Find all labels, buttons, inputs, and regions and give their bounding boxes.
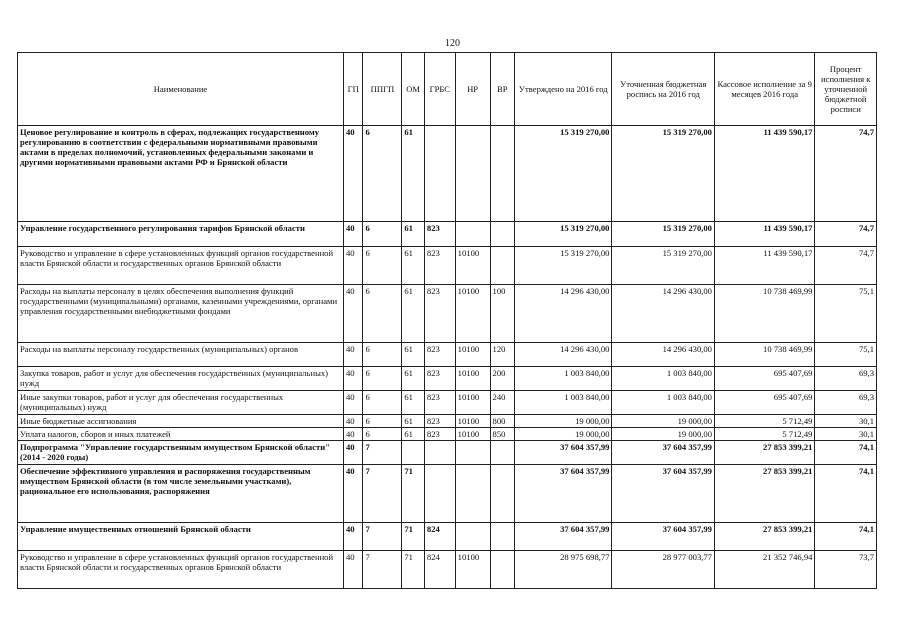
header-cash: Кассовое исполнение за 9 месяцев 2016 года [714,53,814,126]
cell-ppgp: 6 [363,428,402,441]
cell-grbs: 823 [424,343,455,367]
cell-gp: 40 [343,465,362,523]
cell-ppgp: 6 [363,415,402,428]
cell-name: Подпрограмма "Управление государственным имуществом Брянской области" (2014 - 2020 годы) [18,441,344,465]
cell-name: Ценовое регулирование и контроль в сферах, подлежащих государственному регулированию в соответствии с федеральными нормативными правовыми актами в пределах полномочий, установленных федеральными законами и другими нормативными правовыми актами РФ и Брянской области [18,126,344,222]
cell-cash: 27 853 399,21 [714,465,814,523]
cell-refined: 15 319 270,00 [612,126,715,222]
cell-grbs: 823 [424,285,455,343]
cell-refined: 28 977 003,77 [612,551,715,589]
cell-om: 61 [402,343,425,367]
cell-refined: 37 604 357,99 [612,523,715,551]
cell-om: 61 [402,247,425,285]
cell-cash: 11 439 590,17 [714,247,814,285]
cell-om: 61 [402,391,425,415]
cell-approved: 19 000,00 [515,415,612,428]
header-vr: ВР [490,53,515,126]
cell-np [455,126,490,222]
cell-om: 61 [402,415,425,428]
cell-cash: 10 738 469,99 [714,285,814,343]
cell-vr: 100 [490,285,515,343]
cell-gp: 40 [343,428,362,441]
cell-ppgp: 6 [363,126,402,222]
cell-percent: 69,3 [815,391,877,415]
cell-cash: 11 439 590,17 [714,126,814,222]
cell-name: Управление имущественных отношений Брянской области [18,523,344,551]
header-refined: Уточненная бюджетная роспись на 2016 год [612,53,715,126]
header-ppgp: ППГП [363,53,402,126]
cell-np: 10100 [455,415,490,428]
cell-ppgp: 6 [363,391,402,415]
cell-gp: 40 [343,441,362,465]
cell-percent: 74,7 [815,126,877,222]
cell-approved: 15 319 270,00 [515,247,612,285]
cell-grbs: 824 [424,523,455,551]
cell-approved: 15 319 270,00 [515,222,612,247]
cell-vr: 240 [490,391,515,415]
cell-refined: 15 319 270,00 [612,247,715,285]
header-gp: ГП [343,53,362,126]
cell-grbs: 823 [424,247,455,285]
cell-vr [490,465,515,523]
cell-approved: 14 296 430,00 [515,343,612,367]
cell-ppgp: 6 [363,285,402,343]
cell-gp: 40 [343,391,362,415]
cell-np: 10100 [455,391,490,415]
header-np: НР [455,53,490,126]
cell-ppgp: 7 [363,441,402,465]
cell-approved: 28 975 698,77 [515,551,612,589]
cell-name: Обеспечение эффективного управления и распоряжения государственным имуществом Брянской области (в том числе земельными участками), рациональное его использования, распоряжения [18,465,344,523]
cell-percent: 30,1 [815,428,877,441]
table-row [18,247,877,285]
cell-np: 10100 [455,551,490,589]
cell-grbs: 823 [424,367,455,391]
cell-grbs [424,465,455,523]
cell-percent: 74,1 [815,523,877,551]
cell-gp: 40 [343,247,362,285]
table-row [18,465,877,523]
cell-ppgp: 6 [363,367,402,391]
table-row [18,391,877,415]
cell-grbs [424,126,455,222]
table-body [18,126,877,589]
header-grbs: ГРБС [424,53,455,126]
budget-table [17,52,877,589]
cell-np: 10100 [455,343,490,367]
cell-name: Расходы на выплаты персоналу в целях обеспечения выполнения функций государственными (муниципальными) органами, казенными учреждениями, органами управления государственными внебюджетными фондами [18,285,344,343]
cell-vr [490,247,515,285]
cell-np [455,465,490,523]
cell-ppgp: 6 [363,222,402,247]
cell-name: Иные закупки товаров, работ и услуг для обеспечения государственных (муниципальных) нужд [18,391,344,415]
cell-percent: 75,1 [815,285,877,343]
cell-gp: 40 [343,367,362,391]
header-om: ОМ [402,53,425,126]
cell-refined: 37 604 357,99 [612,441,715,465]
cell-np: 10100 [455,428,490,441]
cell-np [455,441,490,465]
cell-cash: 27 853 399,21 [714,441,814,465]
cell-gp: 40 [343,126,362,222]
table-row [18,126,877,222]
cell-om: 61 [402,285,425,343]
table-row [18,222,877,247]
cell-approved: 1 003 840,00 [515,391,612,415]
table-row [18,285,877,343]
cell-name: Расходы на выплаты персоналу государственных (муниципальных) органов [18,343,344,367]
cell-ppgp: 7 [363,465,402,523]
cell-gp: 40 [343,343,362,367]
cell-om [402,441,425,465]
cell-cash: 21 352 746,94 [714,551,814,589]
page-number: 120 [445,38,460,49]
cell-name: Закупка товаров, работ и услуг для обеспечения государственных (муниципальных) нужд [18,367,344,391]
cell-cash: 10 738 469,99 [714,343,814,367]
cell-grbs: 823 [424,415,455,428]
cell-grbs: 823 [424,428,455,441]
cell-np: 10100 [455,367,490,391]
cell-cash: 695 407,69 [714,367,814,391]
cell-refined: 19 000,00 [612,428,715,441]
cell-om: 61 [402,222,425,247]
table-row [18,551,877,589]
table-row [18,441,877,465]
cell-approved: 14 296 430,00 [515,285,612,343]
cell-cash: 695 407,69 [714,391,814,415]
cell-refined: 37 604 357,99 [612,465,715,523]
cell-vr: 800 [490,415,515,428]
cell-om: 61 [402,367,425,391]
cell-percent: 74,1 [815,465,877,523]
cell-cash: 5 712,49 [714,428,814,441]
header-percent: Процент исполнения к уточненной бюджетной росписи [815,53,877,126]
cell-cash: 5 712,49 [714,415,814,428]
header-approved: Утверждено на 2016 год [515,53,612,126]
cell-om: 71 [402,551,425,589]
cell-vr [490,222,515,247]
table-header [18,53,877,126]
cell-vr: 200 [490,367,515,391]
table-row [18,523,877,551]
cell-ppgp: 7 [363,523,402,551]
cell-percent: 69,3 [815,367,877,391]
cell-percent: 74,7 [815,247,877,285]
cell-approved: 37 604 357,99 [515,441,612,465]
cell-name: Иные бюджетные ассигнования [18,415,344,428]
cell-vr [490,551,515,589]
cell-ppgp: 6 [363,247,402,285]
cell-refined: 1 003 840,00 [612,367,715,391]
cell-vr: 850 [490,428,515,441]
cell-ppgp: 6 [363,343,402,367]
cell-percent: 74,7 [815,222,877,247]
header-name: Наименование [18,53,344,126]
cell-gp: 40 [343,523,362,551]
cell-vr [490,441,515,465]
cell-approved: 37 604 357,99 [515,523,612,551]
cell-om: 61 [402,126,425,222]
cell-grbs: 824 [424,551,455,589]
cell-om: 71 [402,523,425,551]
cell-percent: 30,1 [815,415,877,428]
cell-gp: 40 [343,285,362,343]
table-row [18,367,877,391]
cell-approved: 1 003 840,00 [515,367,612,391]
cell-refined: 15 319 270,00 [612,222,715,247]
cell-approved: 15 319 270,00 [515,126,612,222]
cell-gp: 40 [343,222,362,247]
cell-np: 10100 [455,285,490,343]
cell-refined: 14 296 430,00 [612,343,715,367]
cell-gp: 40 [343,551,362,589]
cell-cash: 11 439 590,17 [714,222,814,247]
cell-approved: 37 604 357,99 [515,465,612,523]
cell-grbs: 823 [424,222,455,247]
cell-np [455,222,490,247]
table-row [18,343,877,367]
table-row [18,415,877,428]
cell-name: Управление государственного регулирования тарифов Брянской области [18,222,344,247]
table-row [18,428,877,441]
cell-percent: 74,1 [815,441,877,465]
cell-name: Уплата налогов, сборов и иных платежей [18,428,344,441]
cell-vr [490,126,515,222]
cell-cash: 27 853 399,21 [714,523,814,551]
cell-name: Руководство и управление в сфере установленных функций органов государственной власти Брянской области и государственных органов Брянской области [18,247,344,285]
cell-percent: 73,7 [815,551,877,589]
cell-percent: 75,1 [815,343,877,367]
cell-grbs: 823 [424,391,455,415]
cell-om: 61 [402,428,425,441]
cell-np [455,523,490,551]
cell-approved: 19 000,00 [515,428,612,441]
cell-refined: 14 296 430,00 [612,285,715,343]
cell-name: Руководство и управление в сфере установленных функций органов государственной власти Брянской области и государственных органов Брянской области [18,551,344,589]
cell-np: 10100 [455,247,490,285]
cell-refined: 1 003 840,00 [612,391,715,415]
cell-grbs [424,441,455,465]
cell-refined: 19 000,00 [612,415,715,428]
cell-ppgp: 7 [363,551,402,589]
cell-vr [490,523,515,551]
cell-gp: 40 [343,415,362,428]
cell-om: 71 [402,465,425,523]
cell-vr: 120 [490,343,515,367]
